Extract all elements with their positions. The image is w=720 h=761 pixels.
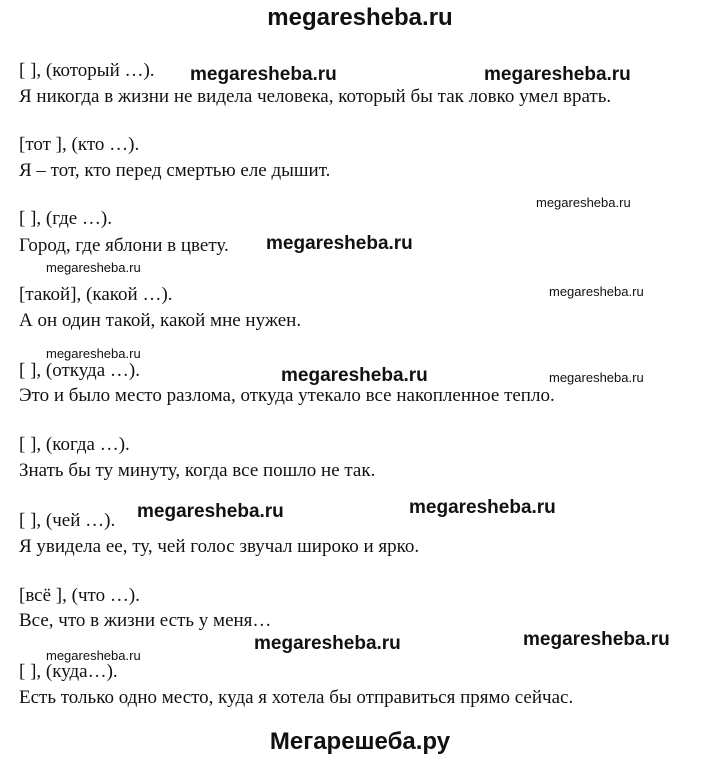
watermark: megaresheba.ru [523,629,670,650]
sentence-2: Я – тот, кто перед смертью еле дышит. [19,160,331,181]
watermark: megaresheba.ru [46,648,141,663]
scheme-5: [ ], (откуда …). [19,360,140,381]
scheme-6: [ ], (когда …). [19,434,130,455]
sentence-3: Город, где яблони в цвету. [19,235,229,256]
watermark: megaresheba.ru [46,260,141,275]
sentence-7: Я увидела ее, ту, чей голос звучал широко и ярко. [19,536,420,557]
scheme-7: [ ], (чей …). [19,510,116,531]
footer-watermark: Мегарешеба.ру [269,728,451,755]
sentence-6: Знать бы ту минуту, когда все пошло не так. [19,460,376,481]
scheme-9: [ ], (куда…). [19,661,118,682]
sentence-1: Я никогда в жизни не видела человека, который бы так ловко умел врать. [19,86,612,107]
scheme-2: [тот ], (кто …). [19,134,140,155]
header-watermark: megaresheba.ru [267,4,453,31]
sentence-8: Все, что в жизни есть у меня… [19,610,272,631]
watermark: megaresheba.ru [536,195,631,210]
scheme-1: [ ], (который …). [19,60,155,81]
watermark: megaresheba.ru [266,233,413,254]
watermark: megaresheba.ru [409,497,556,518]
sentence-5: Это и было место разлома, откуда утекало все накопленное тепло. [19,385,555,406]
sentence-4: А он один такой, какой мне нужен. [19,310,302,331]
watermark: megaresheba.ru [549,284,644,299]
watermark: megaresheba.ru [190,64,337,85]
watermark: megaresheba.ru [281,365,428,386]
scheme-4: [такой], (какой …). [19,284,173,305]
watermark: megaresheba.ru [137,501,284,522]
watermark: megaresheba.ru [549,370,644,385]
scheme-8: [всё ], (что …). [19,585,140,606]
watermark: megaresheba.ru [484,64,631,85]
watermark: megaresheba.ru [46,346,141,361]
sentence-9: Есть только одно место, куда я хотела бы отправиться прямо сейчас. [19,687,574,708]
watermark: megaresheba.ru [254,633,401,654]
scheme-3: [ ], (где …). [19,208,113,229]
